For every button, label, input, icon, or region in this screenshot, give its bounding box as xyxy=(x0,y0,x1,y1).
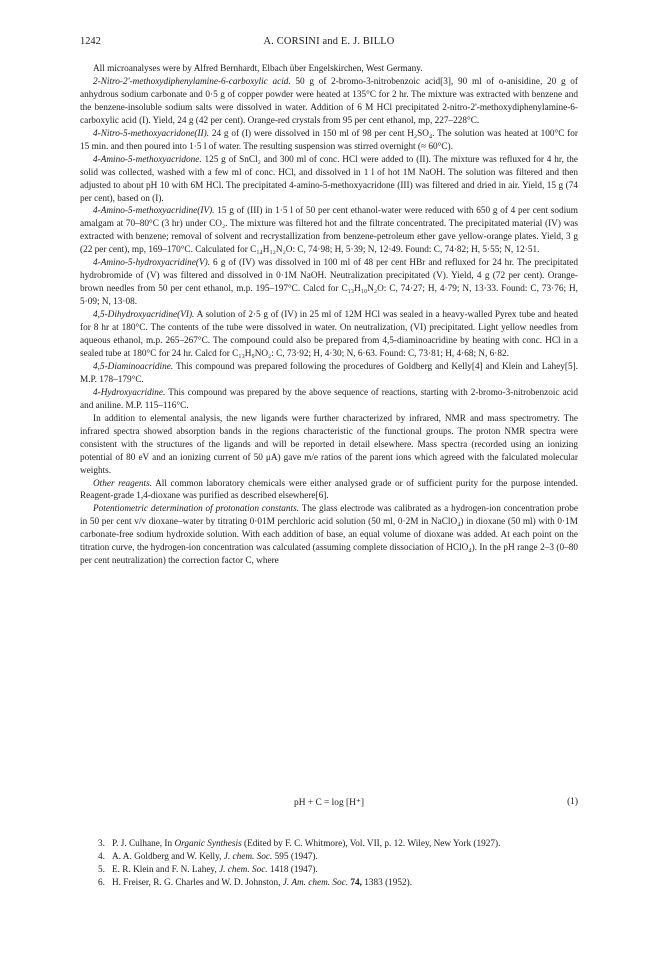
paragraph-amino-hydroxyacridine: 4-Amino-5-hydroxyacridine(V). 6 g of (IV) was dissolved in 100 ml of 48 per cent HBr and refluxed for 24 hr. The precipitated hydrobromide of (V) was filtered and dissolved in 0·1M NaOH. Neutralization precipitated (V). Yield, 4 g (72 per cent). Orange-brown needles from 50 per cent ethanol, m.p. 195–197°C. Calcd for C₁₃H₁₀N₂O: C, 74·27; H, 4·79; N, 13·33. Found: C, 73·76; H, 5·09; N, 13·08. xyxy=(80,258,578,308)
paragraph-nitro-methoxyacridone: 4-Nitro-5-methoxyacridone(II). 24 g of (I) were dissolved in 150 ml of 98 per cent H₂SO₄. The solution was heated at 100°C for 15 min. and then poured into 1·5 l of water. The resulting suspension was stirred overnight (≈ 60°C). xyxy=(80,128,578,152)
reference-item: 6. H. Freiser, R. G. Charles and W. D. Johnston, J. Am. chem. Soc. 74, 1383 (1952). xyxy=(98,877,413,888)
reference-item: 5. E. R. Klein and F. N. Lahey, J. chem. Soc. 1418 (1947). xyxy=(98,864,318,875)
paragraph-heading: 4-Amino-5-hydroxyacridine(V). xyxy=(93,258,211,269)
equation-text: pH + C = log [H⁺] xyxy=(294,798,364,808)
paragraph-heading: 4,5-Diaminoacridine. xyxy=(93,361,174,372)
paragraph-heading: Other reagents. xyxy=(93,478,153,489)
reference-item: 4. A. A. Goldberg and W. Kelly, J. chem. Soc. 595 (1947). xyxy=(98,851,318,862)
paragraph-hydroxyacridine: 4-Hydroxyacridine. This compound was prepared by the above sequence of reactions, starting with 2-bromo-3-nitrobenzoic acid and aniline. M.P. 115–116°C. xyxy=(80,387,578,411)
running-title: A. CORSINI and E. J. BILLO xyxy=(263,36,395,47)
page-header xyxy=(80,36,578,52)
reference-item: 3. P. J. Culhane, In Organic Synthesis (Edited by F. C. Whitmore), Vol. VII, p. 12. Wiley, New York (1927). xyxy=(98,839,501,849)
reference-number: 4. xyxy=(98,851,105,862)
paragraph-amino-methoxyacridone: 4-Amino-5-methoxyacridone. 125 g of SnCl₂ and 300 ml of conc. HCl were added to (II). The mixture was refluxed for 4 hr, the solid was collected, washed with a few ml of conc. HCl, and dissolved in 1 l of hot 1M NaOH. The solution was filtered and then adjusted to about pH 10 with 6M HCl. The precipitated 4-amino-5-methoxyacridone (III) was filtered and dried in air. Yield, 15 g (74 per cent), based on (I). xyxy=(80,154,578,204)
reference-number: 6. xyxy=(98,877,105,888)
paragraph-heading: 4-Nitro-5-methoxyacridone(II). xyxy=(93,128,210,139)
reference-number: 5. xyxy=(98,864,105,875)
paragraph-heading: 4,5-Dihydroxyacridine(VI). xyxy=(93,310,195,321)
paragraph-heading: 4-Hydroxyacridine. xyxy=(93,387,166,398)
paragraph-potentiometric: Potentiometric determination of protonation constants. The glass electrode was calibrated as a hydrogen-ion concentration probe in 50 per cent v/v dioxane–water by titrating 0·01M perchloric acid solution (50 ml, 0·2M in NaClO₄) in dioxane (50 ml) with 0·1M carbonate-free sodium hydroxide solution. With each addition of base, an equal volume of dioxane was added. At each point on the titration curve, the hydrogen-ion concentration was calculated (assuming complete dissociation of HClO₄). In the pH range 2–3 (0–80 per cent neutralization) the correction factor C, where xyxy=(80,504,578,567)
page-number: 1242 xyxy=(80,36,101,47)
equation-number: (1) xyxy=(567,797,578,807)
paragraph-dihydroxyacridine: 4,5-Dihydroxyacridine(VI). A solution of 2·5 g of (IV) in 25 ml of 12M HCl was sealed in a heavy-walled Pyrex tube and heated for 8 hr at 180°C. The contents of the tube were dissolved in water. On neutralization, (VI) precipitated. Light yellow needles from aqueous ethanol, m.p. 265–267°C. The compound could also be prepared from 4,5-diaminoacridine by heating with conc. HCl in a sealed tube at 180°C for 24 hr. Calcd for C₁₃H₉NO₂: C, 73·92; H, 4·30; N, 6·63. Found: C, 73·81; H, 4·68; N, 6·82. xyxy=(80,310,578,359)
paragraph-heading: Potentiometric determination of protonation constants. xyxy=(93,504,300,515)
paragraph-other-reagents: Other reagents. All common laboratory chemicals were either analysed grade or of sufficient purity for the purpose intended. Reagent-grade 1,4-dioxane was purified as described elsewhere[6]. xyxy=(80,478,578,502)
paragraph-heading: 4-Amino-5-methoxyacridone. xyxy=(93,154,202,165)
reference-list xyxy=(98,838,578,890)
paragraph-heading: 4-Amino-5-methoxyacridine(IV). xyxy=(93,206,215,217)
paragraph-microanalyses: All microanalyses were by Alfred Bernhardt, Elbach über Engelskirchen, West Germany. xyxy=(93,64,423,74)
paragraph-nitro-carboxylic-acid: 2-Nitro-2'-methoxydiphenylamine-6-carboxylic acid. 50 g of 2-bromo-3-nitrobenzoic acid[3], 90 ml of o-anisidine, 20 g of anhydrous sodium carbonate and 0·5 g of copper powder were heated at 135°C for 2 hr. The mixture was extracted with benzene and the benzene-insoluble sodium salts were dissolved in water. Addition of 6 M HCl precipitated 2-nitro-2'-methoxydiphenylamine-6-carboxylic acid (I). Yield, 24 g (42 per cent). Orange-red crystals from 95 per cent ethanol, mp, 227–228°C. xyxy=(80,76,579,126)
paragraph-heading: 2-Nitro-2'-methoxydiphenylamine-6-carboxylic acid. xyxy=(93,76,291,87)
paragraph-diaminoacridine: 4,5-Diaminoacridine. This compound was prepared following the procedures of Goldberg and Kelly[4] and Klein and Lahey[5]. M.P. 178–179°C. xyxy=(80,361,578,385)
paragraph-amino-methoxyacridine: 4-Amino-5-methoxyacridine(IV). 15 g of (III) in 1·5 l of 50 per cent ethanol-water were reduced with 650 g of 4 per cent sodium amalgam at 70–80°C (3 hr) under CO₂. The mixture was filtered hot and the filtrate concentrated. The precipitated material (IV) was extracted with benzene; removal of solvent and recrystallization from benzene-petroleum ether gave yellow-orange plates. Yield, 3 g (22 per cent), mp, 169–170°C. Calculated for C₁₄H₁₂N₂O: C, 74·98; H, 5·39; N, 12·49. Found: C, 74·82; H, 5·55; N, 12·51. xyxy=(80,206,578,256)
reference-number: 3. xyxy=(98,839,105,849)
paragraph-characterization: In addition to elemental analysis, the new ligands were further characterized by infrared, NMR and mass spectrometry. The infrared spectra showed absorption bands in the regions characteristic of the functional groups. The proton NMR spectra were consistent with the structures of the ligands and will be reported in detail elsewhere. Mass spectra (recorded using an ionizing potential of 80 eV and an ionizing current of 50 μA) gave m/e ratios of the parent ions which agreed with the falculated molecular weights. xyxy=(80,413,578,476)
equation-1 xyxy=(80,797,578,811)
article-body xyxy=(80,63,578,568)
